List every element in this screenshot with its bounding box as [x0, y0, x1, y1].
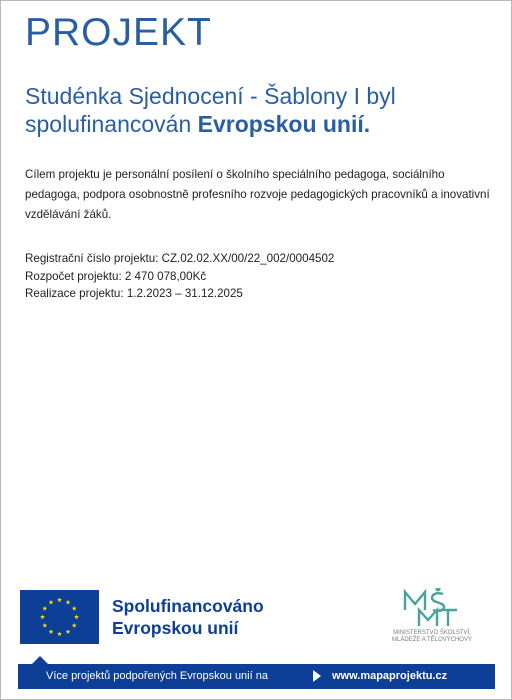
eu-star-icon: [42, 623, 47, 628]
footer-text: Více projektů podpořených Evropskou unií na: [46, 670, 268, 682]
registration-number: Registrační číslo projektu: CZ.02.02.XX/00/22_002/0004502: [25, 252, 335, 265]
eu-star-icon: [72, 623, 77, 628]
headline-text: Studénka Sjednocení - Šablony I byl spolufinancován: [25, 83, 396, 137]
eu-star-icon: [49, 600, 54, 605]
project-budget: Rozpočet projektu: 2 470 078,00Kč: [25, 269, 207, 283]
msmt-logo-icon: [399, 588, 465, 628]
footer-notch: [32, 656, 48, 664]
headline-emphasis: Evropskou unií.: [197, 111, 371, 137]
project-headline: [25, 82, 495, 138]
eu-star-icon: [66, 600, 71, 605]
project-description: Cílem projektu je personální posílení o školního speciálního pedagoga, sociálního pedagoga, podpora osobnostně profesního rozvoje pedagogických pracovníků a inovativní vzdělávání žáků.: [25, 168, 490, 221]
eu-cofinancing-label: [112, 595, 264, 639]
page-title: PROJEKT: [25, 11, 212, 54]
eu-star-icon: [66, 629, 71, 634]
project-duration: Realizace projektu: 1.2.2023 – 31.12.2025: [25, 287, 243, 300]
eu-cofinancing-line1: Spolufinancováno: [112, 596, 264, 616]
eu-star-icon: [40, 614, 45, 619]
eu-cofinancing-line2: Evropskou unií: [112, 618, 239, 638]
eu-star-icon: [49, 629, 54, 634]
eu-star-icon: [74, 614, 79, 619]
eu-star-icon: [57, 631, 62, 636]
play-arrow-icon: [313, 670, 321, 682]
eu-flag-icon: [20, 590, 99, 644]
project-details: [25, 250, 495, 303]
eu-star-icon: [57, 597, 62, 602]
footer-link[interactable]: www.mapaprojektu.cz: [332, 670, 448, 682]
msmt-name-line1: MINISTERSTVO ŠKOLSTVÍ,: [393, 630, 471, 636]
msmt-logo: [372, 588, 492, 650]
eu-star-icon: [72, 606, 77, 611]
msmt-name-line2: MLÁDEŽE A TĚLOVÝCHOVY: [392, 637, 472, 643]
eu-star-icon: [42, 606, 47, 611]
